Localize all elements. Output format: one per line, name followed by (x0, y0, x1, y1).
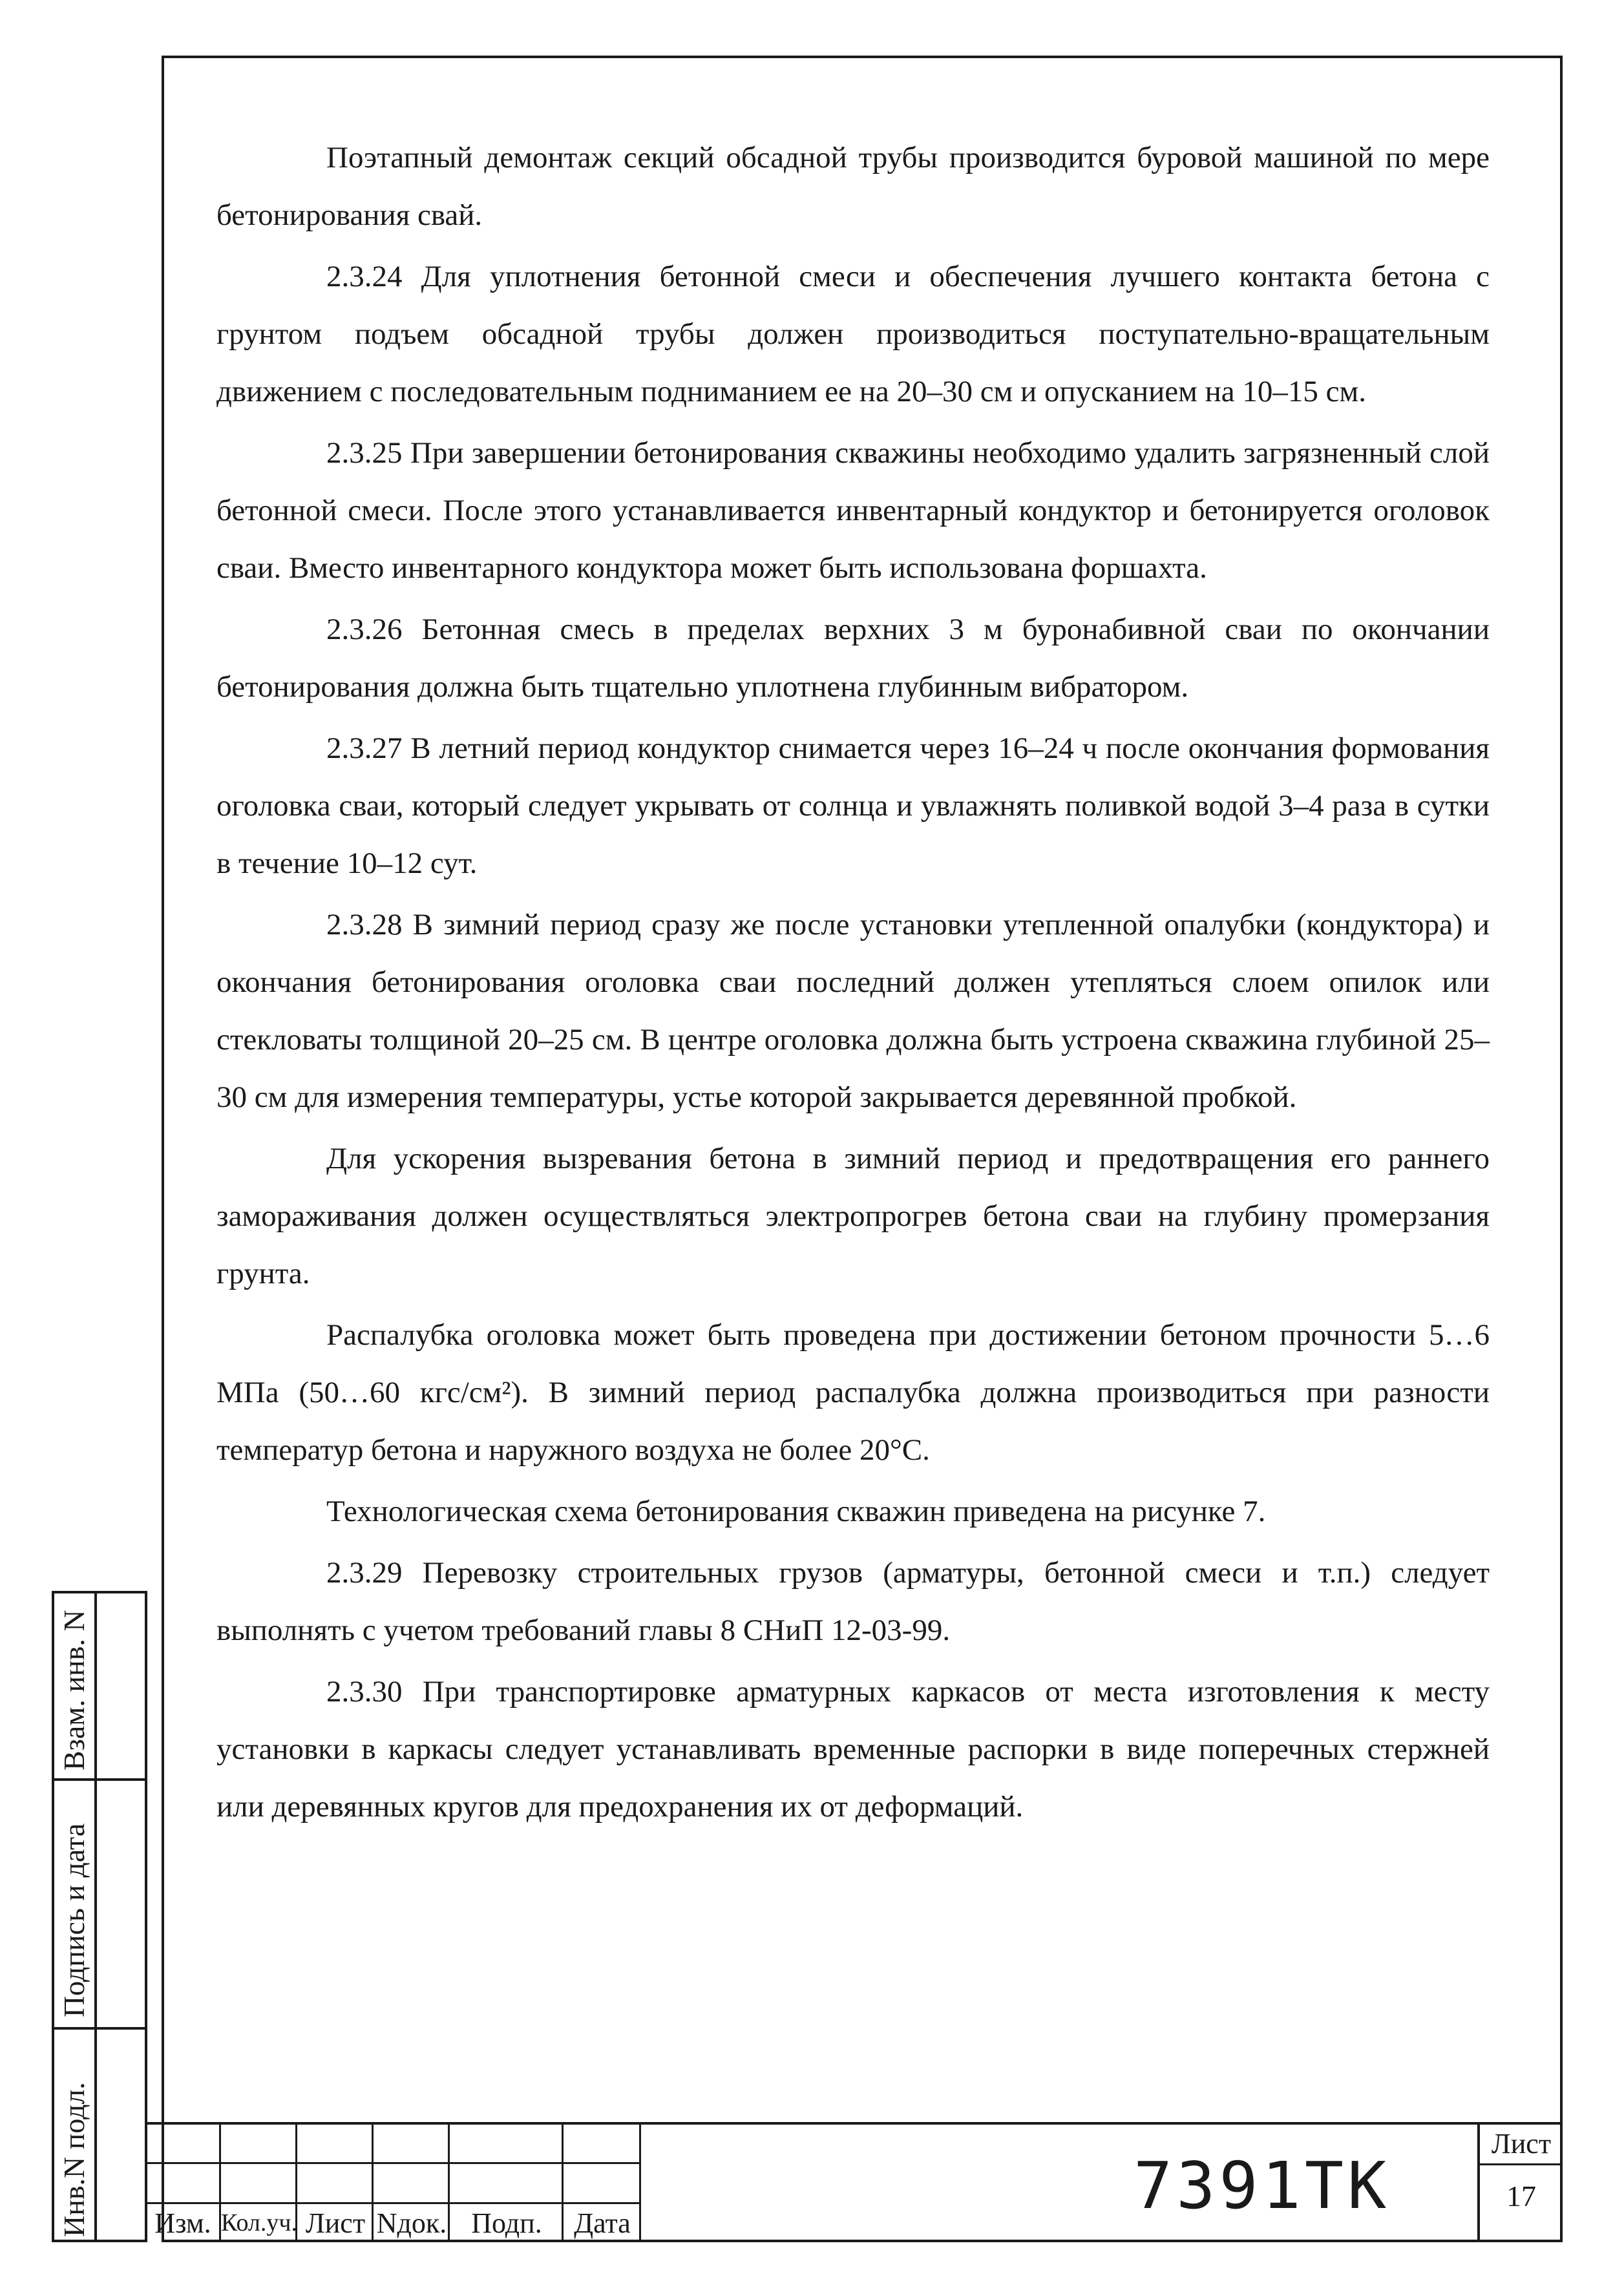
paragraph: 2.3.24 Для уплотнения бетонной смеси и обеспечения лучшего контакта бетона с грунтом подъем обсадной трубы должен производиться поступательно-вращательным движением с последовательным подниманием ее на 20–30 см и опусканием на 10–15 см. (216, 260, 1490, 408)
title-block-header: Подп. (471, 2207, 542, 2239)
paragraph: Для ускорения вызревания бетона в зимний период и предотвращения его раннего замораживания должен осуществляться электропрогрев бетона сваи на глубину промерзания грунта. (216, 1142, 1490, 1290)
sheet-number: 17 (1506, 2180, 1536, 2213)
paragraph: 2.3.26 Бетонная смесь в пределах верхних 3 м буронабивной сваи по окончании бетонирования должна быть тщательно уплотнена глубинным вибратором. (216, 613, 1490, 704)
side-stamp-label: Инв.N подл. (58, 2082, 90, 2237)
document-body (216, 129, 1490, 1840)
paragraph: 2.3.30 При транспортировке арматурных каркасов от места изготовления к месту установки в каркасы следует устанавливать временные распорки в виде поперечных стержней или деревянных кругов для предохранения их от деформаций. (216, 1675, 1490, 1824)
title-block-header: Дата (574, 2207, 631, 2239)
side-stamp-value-column (94, 1591, 147, 2242)
paragraph: 2.3.25 При завершении бетонирования скважины необходимо удалить загрязненный слой бетонной смеси. После этого устанавливается инвентарный кондуктор и бетонируется оголовок сваи. Вместо инвентарного кондуктора может быть использована форшахта. (216, 436, 1490, 585)
side-stamp-divider (52, 1778, 147, 1781)
sheet-box (1477, 2125, 1563, 2242)
title-block-header: Лист (305, 2207, 366, 2239)
side-stamp (52, 1591, 147, 2242)
side-stamp-label: Взам. инв. N (58, 1610, 90, 1771)
title-block (145, 2122, 1563, 2242)
side-stamp-divider (52, 2027, 147, 2030)
paragraph: 2.3.29 Перевозку строительных грузов (арматуры, бетонной смеси и т.п.) следует выполнять с учетом требований главы 8 СНиП 12-03-99. (216, 1556, 1490, 1647)
paragraph: 2.3.27 В летний период кондуктор снимается через 16–24 ч после окончания формования оголовка сваи, который следует укрывать от солнца и увлажнять поливкой водой 3–4 раза в сутки в течение 10–12 сут. (216, 731, 1490, 880)
title-block-header: Nдок. (376, 2207, 447, 2239)
document-code: 7391ТК (1134, 2148, 1391, 2223)
title-block-header: Кол.уч. (220, 2209, 298, 2236)
sheet-label: Лист (1491, 2128, 1552, 2160)
sheet-divider (1480, 2163, 1563, 2165)
paragraph: Поэтапный демонтаж секций обсадной трубы производится буровой машиной по мере бетонирования свай. (216, 141, 1490, 232)
paragraph: Распалубка оголовка может быть проведена при достижении бетоном прочности 5…6 МПа (50…60 кгс/см²). В зимний период распалубка должна производиться при разности температур бетона и наружного воздуха не более 20°С. (216, 1318, 1490, 1467)
title-block-row-line (145, 2162, 641, 2164)
paragraph: Технологическая схема бетонирования скважин приведена на рисунке 7. (326, 1495, 1266, 1528)
side-stamp-label: Подпись и дата (58, 1823, 90, 2017)
paragraph: 2.3.28 В зимний период сразу же после установки утепленной опалубки (кондуктора) и окончания бетонирования оголовка сваи последний должен утепляться слоем опилок или стекловаты толщиной 20–25 см. В центре оголовка должна быть устроена скважина глубиной 25–30 см для измерения температуры, устье которой закрывается деревянной пробкой. (216, 908, 1490, 1114)
title-block-header: Изм. (154, 2207, 211, 2239)
